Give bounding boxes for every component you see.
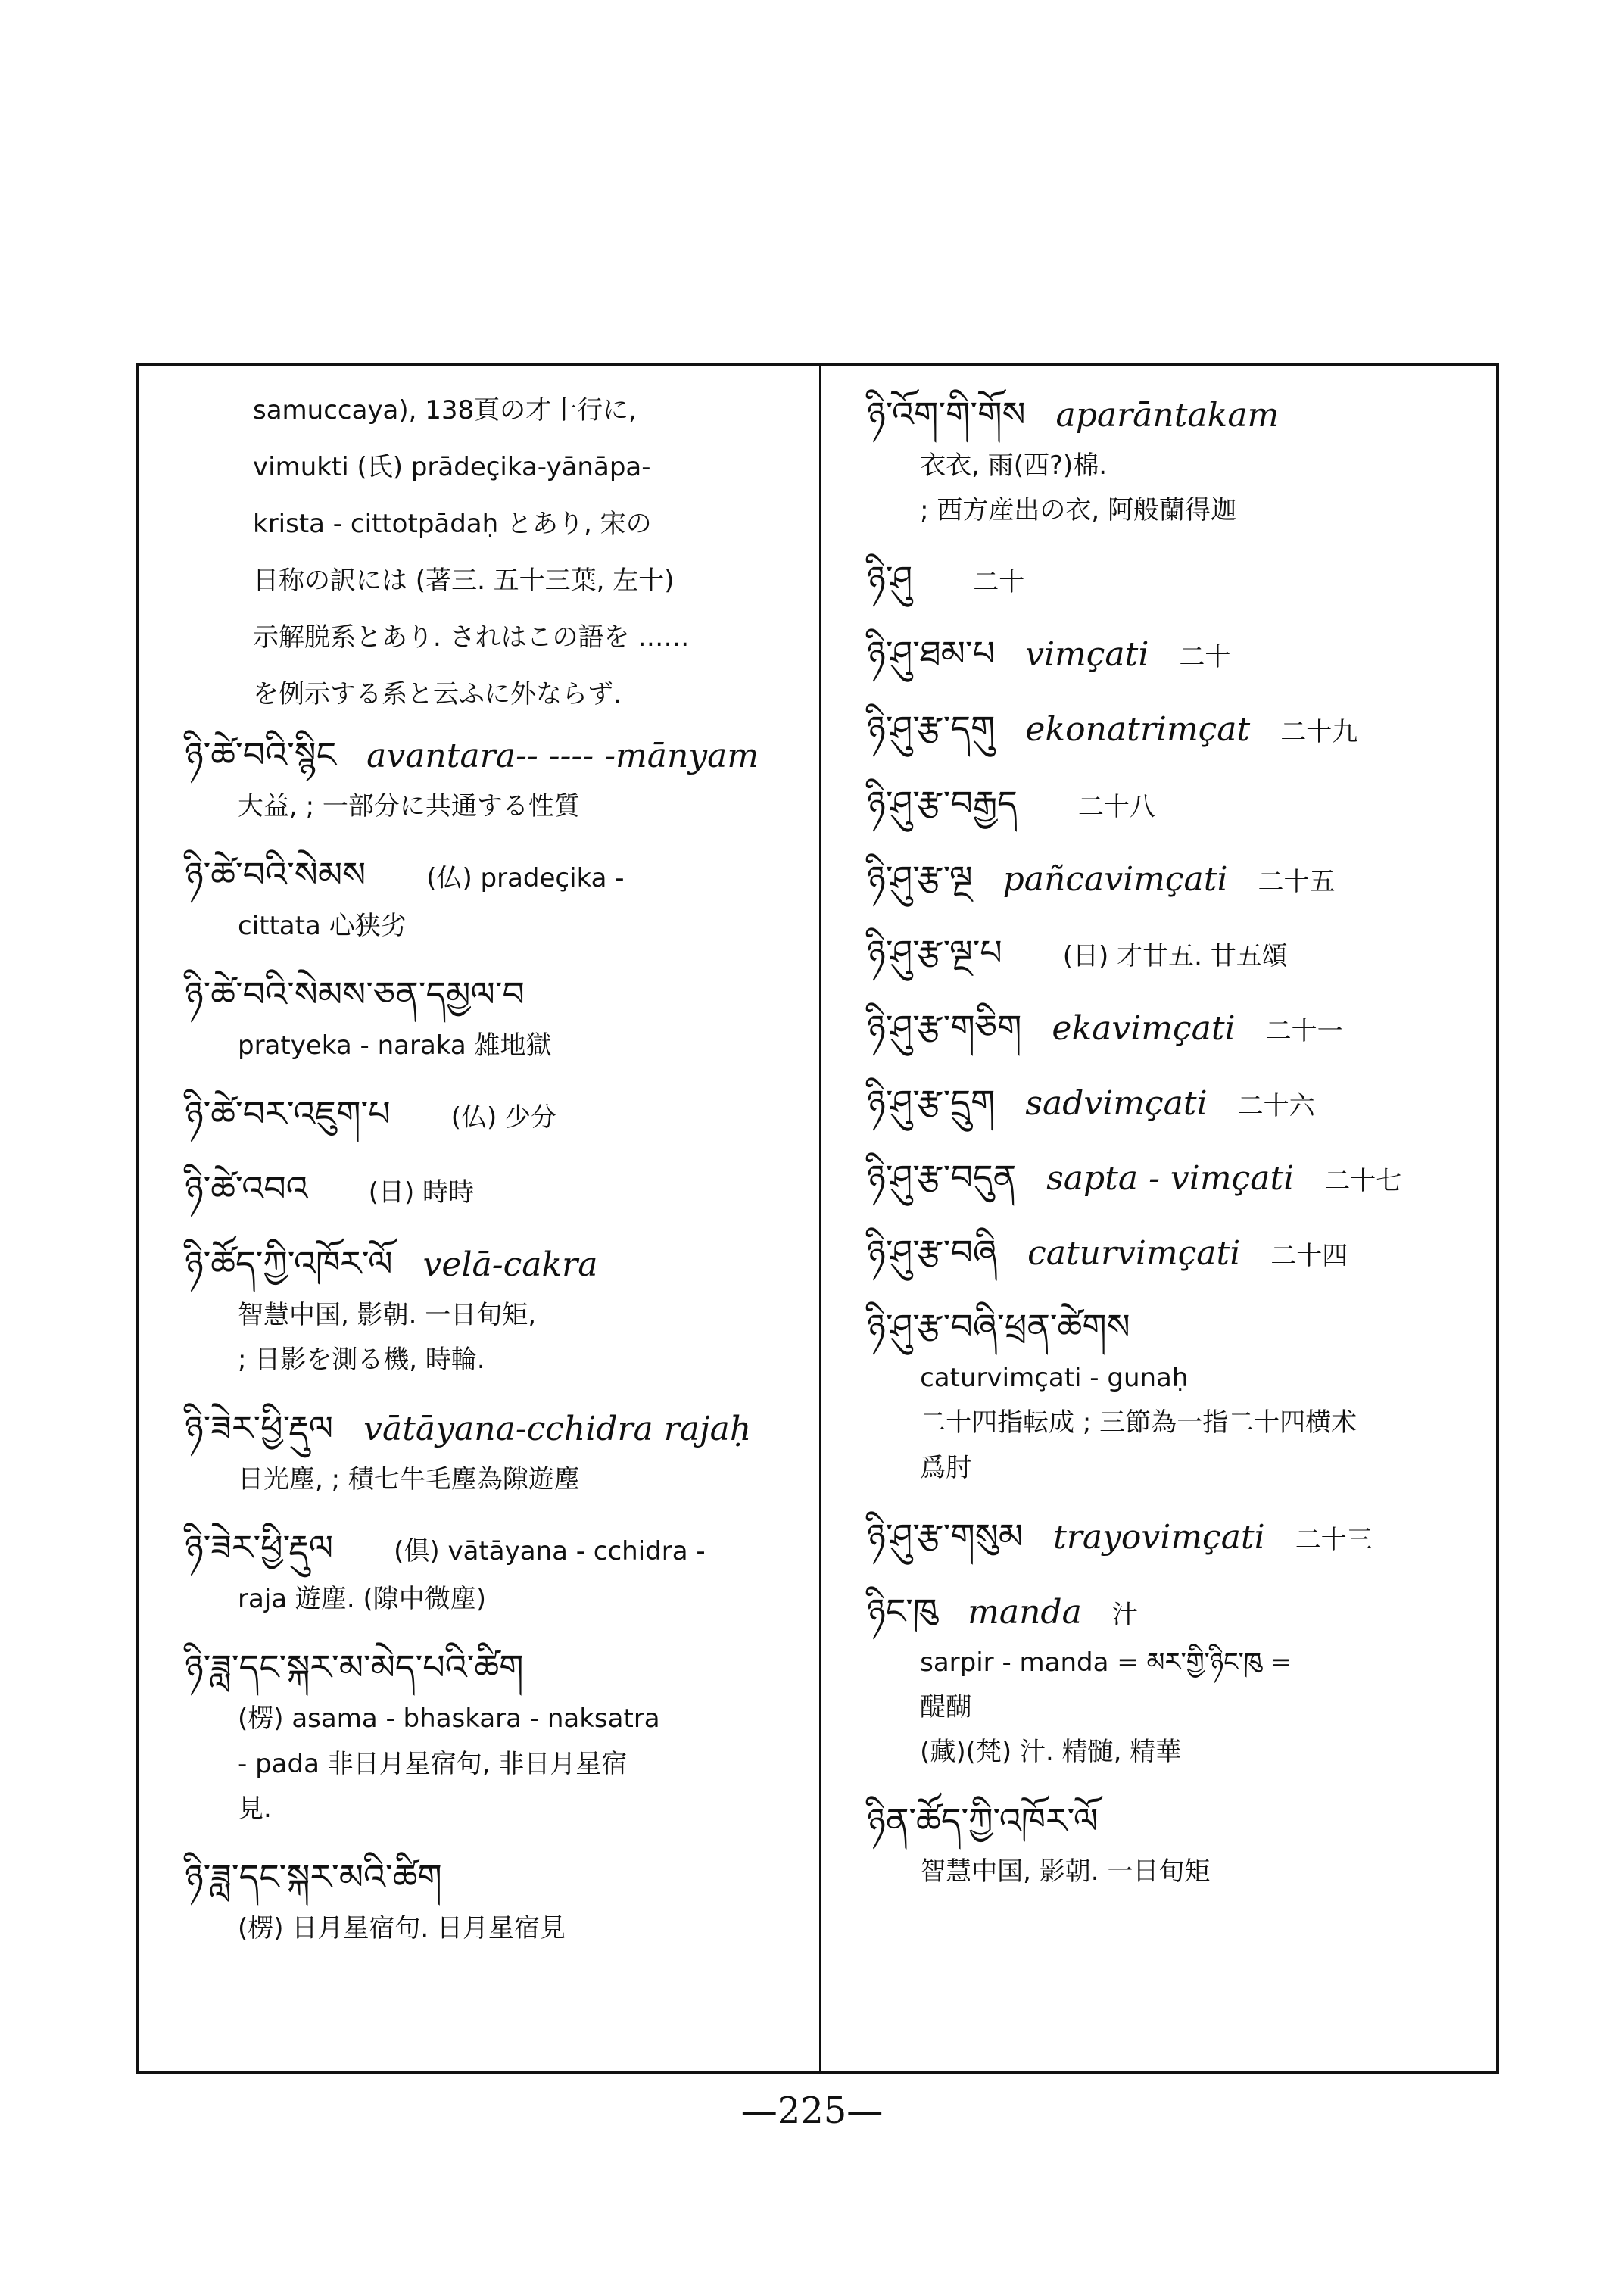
dictionary-entry [185, 1403, 789, 1498]
dictionary-entry [867, 1586, 1466, 1772]
entry-definition-line: ; 日影を測る機, 時輪. [238, 1344, 485, 1375]
entry-definition-line: caturvimçati - gunaḥ [920, 1363, 1189, 1394]
entry-headword-row [185, 1403, 789, 1454]
dictionary-entry [185, 1239, 789, 1379]
entry-gloss: 二十一 [1265, 1016, 1343, 1047]
entry-gloss: 二十 [973, 567, 1025, 598]
entry-gloss: 二十九 [1280, 716, 1358, 747]
entry-headword-row [867, 553, 1466, 604]
entry-headword-row [867, 389, 1466, 440]
tibetan-headword: ཉི་ཚེ་འབའ [185, 1168, 308, 1210]
intro-line: vimukti (氏) prādeçika-yānāpa- [253, 452, 651, 482]
dictionary-entry [867, 553, 1466, 604]
entry-gloss: (倶) vātāyana - cchidra - [394, 1536, 706, 1567]
entry-definition-line: 大益, ; 一部分に共通する性質 [238, 790, 580, 821]
dictionary-entry [867, 1227, 1466, 1278]
dictionary-entry [185, 1642, 789, 1828]
entry-definition-line: sarpir - manda = མར་གྱི་ཉིང་ཁུ = [920, 1647, 1292, 1678]
entry-headword-row [867, 703, 1466, 754]
tibetan-headword: ཉི་ཤུ་རྩ་བརྒྱད [867, 782, 1018, 824]
dictionary-entry [185, 849, 789, 945]
intro-text [185, 389, 789, 710]
entry-gloss: 二十三 [1295, 1525, 1373, 1556]
left-entry-list [185, 730, 789, 1947]
tibetan-headword: ཉི་ཟླ་དང་སྐར་མའི་ཚིག [185, 1856, 442, 1898]
right-entry-list [867, 389, 1466, 1891]
sanskrit-romanization: pañcavimçati [1002, 859, 1228, 899]
entry-definition-line: 衣衣, 雨(西?)棉. [920, 450, 1108, 481]
entry-definition-line: 二十四指転成 ; 三節為一指二十四横术 [920, 1407, 1357, 1438]
entry-definition-line: 醍醐 [920, 1691, 972, 1722]
tibetan-headword: ཉི་ཚེ་བར་འཇུག་པ [185, 1093, 391, 1135]
sanskrit-romanization: manda [968, 1592, 1082, 1632]
dictionary-entry [867, 628, 1466, 679]
entry-headword-row [867, 1511, 1466, 1562]
entry-gloss: 二十五 [1258, 866, 1336, 897]
tibetan-headword: ཉི་ཟེར་ཕྱི་རྡུལ [185, 1407, 334, 1449]
entry-headword-row [185, 1164, 789, 1214]
tibetan-headword: ཉི་ཚེ་བའི་སེམས [185, 854, 366, 896]
entry-gloss: 汁 [1111, 1599, 1138, 1630]
entry-definition-line: pratyeka - naraka 雑地獄 [238, 1030, 552, 1061]
entry-headword-row [185, 1523, 789, 1573]
tibetan-headword: ཉི་ཟེར་ཕྱི་རྡུལ [185, 1527, 334, 1569]
dictionary-entry [867, 389, 1466, 529]
entry-definition-line: 日光塵, ; 積七牛毛塵為隙遊塵 [238, 1464, 580, 1495]
tibetan-headword: ཉི་ཚེ་བའི་སེམས་ཅན་དམྱལ་བ [185, 974, 525, 1015]
tibetan-headword: ཉི་ཚེ་བའི་སྙིང [185, 734, 337, 775]
entry-headword-row [185, 1239, 789, 1289]
intro-line: 日称の訳には (著三. 五十三葉, 左十) [253, 566, 675, 596]
entry-gloss: 二十四 [1270, 1240, 1348, 1271]
entry-headword-row [185, 1089, 789, 1139]
tibetan-headword: ཉི་ཤུ་རྩ་ལྔ [867, 857, 973, 899]
dictionary-entry [867, 1796, 1466, 1891]
tibetan-headword: ཉི་ཤུ [867, 558, 913, 600]
entry-headword-row [185, 1642, 789, 1693]
sanskrit-romanization: aparāntakam [1055, 396, 1280, 435]
tibetan-headword: ཉི་ཤུ་རྩ་གསུམ [867, 1516, 1024, 1557]
entry-headword-row [185, 969, 789, 1020]
entry-headword-row [867, 1301, 1466, 1352]
entry-gloss: 二十八 [1077, 791, 1155, 822]
intro-line: krista - cittotpādaḥ とあり, 宋の [253, 509, 652, 539]
right-column [821, 366, 1496, 2071]
entry-gloss: (仏) 少分 [450, 1102, 557, 1133]
intro-line: samuccaya), 138頁の才十行に, [253, 395, 637, 425]
sanskrit-romanization: ekavimçati [1052, 1009, 1236, 1049]
entry-headword-row [185, 849, 789, 900]
sanskrit-romanization: velā-cakra [422, 1245, 598, 1284]
tibetan-headword: ཉི་ཤུ་རྩ་གཅིག [867, 1007, 1022, 1049]
entry-definition-line: 智慧中国, 影朝. 一日旬矩, [238, 1299, 537, 1330]
dictionary-page-frame [136, 363, 1499, 2074]
dictionary-entry [867, 703, 1466, 754]
entry-headword-row [867, 628, 1466, 679]
tibetan-headword: ཉིང་ཁུ [867, 1590, 938, 1632]
intro-line: 示解脱系とあり. されはこの語を …… [253, 622, 690, 653]
tibetan-headword: ཉི་ཤུ་རྩ་ལྔ་པ [867, 932, 1002, 974]
entry-headword-row [867, 1586, 1466, 1637]
entry-headword-row [867, 1227, 1466, 1278]
sanskrit-romanization: ekonatrimçat [1025, 709, 1251, 749]
tibetan-headword: ཉི་ཤུ་རྩ་བདུན [867, 1156, 1017, 1198]
tibetan-headword: ཉི་ཤུ་རྩ་བཞི [867, 1231, 998, 1273]
entry-definition-line: 見. [238, 1793, 272, 1824]
dictionary-entry [185, 730, 789, 825]
entry-headword-row [867, 927, 1466, 978]
dictionary-entry [867, 853, 1466, 904]
sanskrit-romanization: sadvimçati [1025, 1083, 1208, 1123]
dictionary-entry [185, 1852, 789, 1947]
entry-gloss: (日) 才廿五. 廿五頌 [1062, 941, 1288, 972]
entry-definition-line: (楞) asama - bhaskara - naksatra [238, 1703, 660, 1735]
page-number: —225— [740, 2090, 884, 2132]
entry-definition-line: cittata 心狭劣 [238, 910, 407, 941]
entry-headword-row [867, 1002, 1466, 1053]
dictionary-entry [867, 778, 1466, 829]
entry-headword-row [867, 778, 1466, 829]
sanskrit-romanization: avantara-- ---- -mānyam [366, 737, 759, 775]
dictionary-entry [867, 927, 1466, 978]
entry-definition-line: 爲肘 [920, 1452, 972, 1483]
tibetan-headword: ཉི་ཤུ་རྩ་དྲུག [867, 1081, 996, 1123]
intro-line: を例示する系と云ふに外ならず. [253, 679, 622, 709]
entry-headword-row [867, 1077, 1466, 1128]
tibetan-headword: ཉི་ཚོད་ཀྱི་འཁོར་ལོ [185, 1242, 393, 1284]
tibetan-headword: ཉི་ཟླ་དང་སྐར་མ་མེད་པའི་ཚིག [185, 1647, 524, 1688]
dictionary-entry [185, 1523, 789, 1618]
dictionary-entry [867, 1301, 1466, 1487]
tibetan-headword: ཉིན་ཚོད་ཀྱི་འཁོར་ལོ [867, 1800, 1099, 1841]
dictionary-entry [185, 969, 789, 1064]
sanskrit-romanization: vimçati [1025, 635, 1149, 675]
entry-definition-line: (楞) 日月星宿句. 日月星宿見 [238, 1912, 566, 1943]
sanskrit-romanization: trayovimçati [1053, 1518, 1265, 1557]
dictionary-entry [867, 1002, 1466, 1053]
entry-headword-row [867, 1152, 1466, 1203]
entry-definition-line: raja 遊塵. (隙中微塵) [238, 1584, 487, 1615]
sanskrit-romanization: vātāyana-cchidra rajaḥ [363, 1410, 752, 1449]
tibetan-headword: ཉི་འོག་གི་གོས [867, 394, 1026, 435]
entry-definition-line: (藏)(梵) 汁. 精髄, 精華 [920, 1737, 1182, 1768]
entry-headword-row [867, 1796, 1466, 1847]
entry-definition-line: ; 西方産出の衣, 阿般蘭得迦 [920, 495, 1236, 526]
entry-gloss: 二十 [1179, 642, 1231, 673]
entry-gloss: (仏) pradeçika - [426, 863, 625, 894]
dictionary-entry [867, 1152, 1466, 1203]
entry-headword-row [867, 853, 1466, 904]
entry-definition-line: - pada 非日月星宿句, 非日月星宿 [238, 1748, 628, 1779]
left-column [139, 366, 821, 2071]
entry-gloss: 二十六 [1237, 1090, 1315, 1121]
entry-gloss: 二十七 [1324, 1165, 1402, 1196]
dictionary-entry [185, 1164, 789, 1214]
dictionary-entry [185, 1089, 789, 1139]
entry-headword-row [185, 1852, 789, 1903]
entry-gloss: (日) 時時 [368, 1177, 475, 1208]
sanskrit-romanization: caturvimçati [1027, 1233, 1241, 1273]
tibetan-headword: ཉི་ཤུ་རྩ་དགུ [867, 707, 996, 749]
entry-definition-line: 智慧中国, 影朝. 一日旬矩 [920, 1856, 1211, 1887]
dictionary-entry [867, 1511, 1466, 1562]
tibetan-headword: ཉི་ཤུ་ཐམ་པ [867, 633, 996, 675]
tibetan-headword: ཉི་ཤུ་རྩ་བཞི་ཕྲན་ཚེགས [867, 1306, 1130, 1348]
entry-headword-row [185, 730, 789, 781]
sanskrit-romanization: sapta - vimçati [1046, 1158, 1295, 1198]
dictionary-entry [867, 1077, 1466, 1128]
